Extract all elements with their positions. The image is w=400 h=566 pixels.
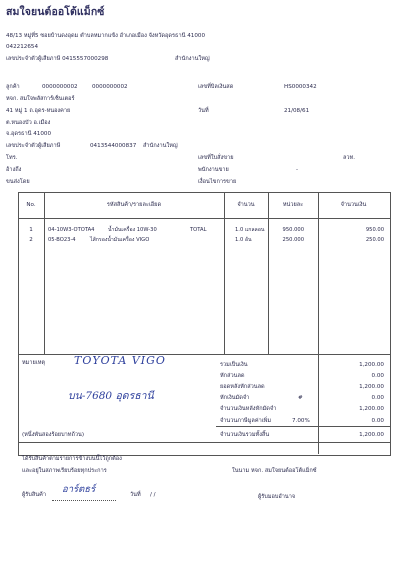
customer-tax-id: 0413544000837 xyxy=(90,143,137,149)
deposit-mark: # xyxy=(298,395,303,401)
col-header-description: รหัสสินค้า/รายละเอียด xyxy=(106,202,162,208)
discount-value: 0.00 xyxy=(371,373,384,379)
salesperson-label: พนักงานขาย xyxy=(198,167,229,173)
customer-branch: สำนักงานใหญ่ xyxy=(143,143,178,149)
vat-rate: 7.00% xyxy=(292,418,310,424)
company-name: สมใจยนต์ออโต้แม็กซ์ xyxy=(6,6,105,18)
subtotal-value: 1,200.00 xyxy=(359,362,384,368)
grand-total-divider xyxy=(216,426,390,427)
receiver-label: ผู้รับสินค้า xyxy=(22,492,46,498)
receipt-statement-2: และอยู่ในสภาพเรียบร้อยทุกประการ xyxy=(22,468,107,474)
col-header-quantity: จำนวน xyxy=(237,202,255,208)
item-amount: 250.00 xyxy=(365,237,384,243)
doc-date-label: วันที่ xyxy=(198,108,209,114)
vat-value: 0.00 xyxy=(371,418,384,424)
sales-terms-label: เงื่อนไขการขาย xyxy=(198,179,237,185)
customer-address-1: 41 หมู่ 1 ถ.อุดร-หนองคาย xyxy=(6,108,71,114)
col-header-unit-price: หน่วยละ xyxy=(282,202,304,208)
sales-order-label: เลขที่ใบสั่งขาย xyxy=(198,155,234,161)
col-divider xyxy=(318,192,319,354)
after-deposit-value: 1,200.00 xyxy=(359,406,384,412)
col-header-no: No. xyxy=(26,202,36,208)
shipping-label: ขนส่งโดย xyxy=(6,179,30,185)
col-divider xyxy=(224,192,225,354)
item-description: น้ำมันเครื่อง 10W-30 xyxy=(108,227,157,233)
reference-label: อ้างถึง xyxy=(6,167,22,173)
company-phone: 042212654 xyxy=(6,44,39,50)
customer-code: 0000000002 xyxy=(42,84,78,90)
company-address: 48/13 หมู่ที่5 ซอยบ้านดงอุดม ตำบลหมากแข้ง อำเภอเมือง จังหวัดอุดรธานี 41000 xyxy=(6,33,206,39)
salesperson-value: - xyxy=(296,167,299,173)
receiver-signature: อาร์ตธร์ xyxy=(62,484,96,495)
doc-number: HS0000342 xyxy=(284,84,317,90)
customer-address-3: จ.อุดรธานี 41000 xyxy=(6,131,52,137)
item-unit-price: 250.000 xyxy=(282,237,304,243)
subtotal-label: รวมเป็นเงิน xyxy=(220,362,248,368)
amount-in-words: (หนึ่งพันสองร้อยบาทถ้วน) xyxy=(22,432,84,438)
grand-total-value: 1,200.00 xyxy=(359,432,384,438)
item-code: 04-10W3-OTOTA4 xyxy=(48,227,95,233)
totals-col-divider xyxy=(318,354,319,454)
grand-total-label: จำนวนเงินรวมทั้งสิ้น xyxy=(220,432,270,438)
customer-code-2: 0000000002 xyxy=(92,84,128,90)
customer-code-label: ลูกค้า xyxy=(6,84,20,90)
receive-date-value: / / xyxy=(150,492,156,498)
col-divider xyxy=(44,192,45,354)
authorized-signer-label: ผู้รับมอบอำนาจ xyxy=(258,494,296,500)
customer-tel-label: โทร. xyxy=(6,155,18,161)
after-discount-value: 1,200.00 xyxy=(359,384,384,390)
receipt-statement-1: ได้รับสินค้าตามรายการข้างบนนี้ไว้ถูกต้อง xyxy=(22,456,122,462)
doc-number-label: เลขที่บิลเงินสด xyxy=(198,84,234,90)
discount-label: หักส่วนลด xyxy=(220,373,245,379)
after-discount-label: ยอดหลังหักส่วนลด xyxy=(220,384,265,390)
vat-label: จำนวนภาษีมูลค่าเพิ่ม xyxy=(220,418,272,424)
row-number: 1 xyxy=(29,227,33,233)
signature-line xyxy=(52,500,116,501)
doc-date: 21/08/61 xyxy=(284,108,310,114)
item-amount: 950.00 xyxy=(365,227,384,233)
after-deposit-label: จำนวนเงินหลังหักมัดจำ xyxy=(220,406,277,412)
handwritten-plate: บน-7680 อุดรธานี xyxy=(68,390,154,402)
col-divider xyxy=(268,192,269,354)
on-behalf-of: ในนาม หจก. สมใจยนต์ออโต้แม็กซ์ xyxy=(232,468,317,474)
row-number: 2 xyxy=(29,237,33,243)
company-tax-id: เลขประจำตัวผู้เสียภาษี 0415557000298 xyxy=(6,56,109,62)
item-quantity: 1.0 แกลลอน xyxy=(235,227,265,233)
item-code: 05-BO23-4 xyxy=(48,237,76,243)
item-description: ไส้กรองน้ำมันเครื่อง VIGO xyxy=(90,237,150,243)
col-header-amount: จำนวนเงิน xyxy=(340,202,367,208)
remarks-label: หมายเหตุ xyxy=(22,360,46,366)
customer-address-2: ต.หนองบัว อ.เมือง xyxy=(6,120,51,126)
receive-date-label: วันที่ xyxy=(130,492,141,498)
item-brand: TOTAL xyxy=(190,227,207,233)
item-unit-price: 950.000 xyxy=(282,227,304,233)
deposit-value: 0.00 xyxy=(371,395,384,401)
table-header-divider xyxy=(18,218,390,219)
credit-label: ลวท. xyxy=(343,155,356,161)
company-branch: สำนักงานใหญ่ xyxy=(175,56,210,62)
bottom-divider xyxy=(18,442,390,443)
customer-tax-label: เลขประจำตัวผู้เสียภาษี xyxy=(6,143,61,149)
deposit-label: หักเงินมัดจำ xyxy=(220,395,250,401)
item-quantity: 1.0 อัน xyxy=(235,237,252,243)
customer-name: หจก. สมใจพลัสการ์เซ็นเตอร์ xyxy=(6,96,75,102)
handwritten-vehicle: TOYOTA VIGO xyxy=(74,354,166,367)
